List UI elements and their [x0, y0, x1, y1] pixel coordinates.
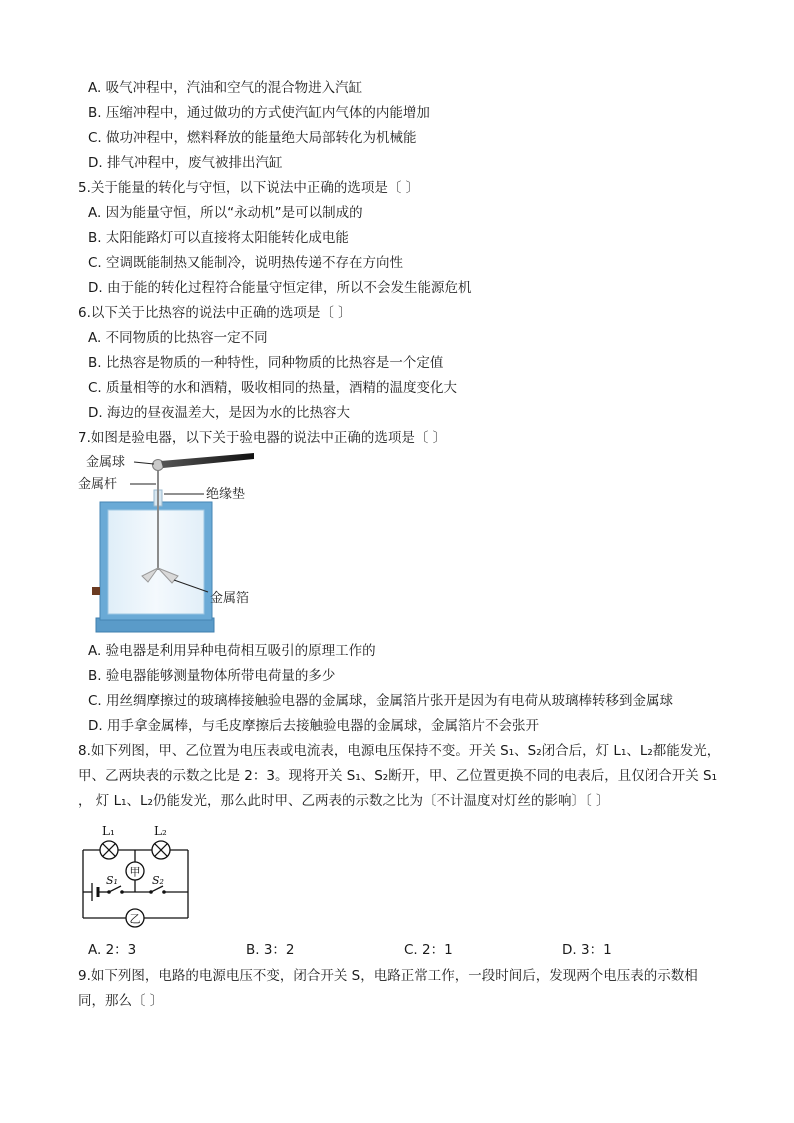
label-s1: S₁: [106, 874, 118, 887]
q5-option-c: C. 空调既能制热又能制冷，说明热传递不存在方向性: [88, 255, 404, 271]
q8-stem-line2: 甲、乙两块表的示数之比是 2：3。现将开关 S₁、S₂断开，甲、乙位置更换不同的电表后，且仅闭合开关 S₁: [78, 768, 717, 784]
label-s2: S₂: [152, 874, 164, 887]
q6-stem: 6.以下关于比热容的说法中正确的选项是〔 〕: [78, 305, 352, 321]
q8-choice-b: B. 3：2: [246, 942, 295, 958]
q4-option-d: D. 排气冲程中，废气被排出汽缸: [88, 155, 283, 171]
q5-option-b: B. 太阳能路灯可以直接将太阳能转化成电能: [88, 230, 349, 246]
lamp-l2: [152, 841, 170, 859]
electroscope-glass: [108, 510, 204, 614]
q5-stem: 5.关于能量的转化与守恒，以下说法中正确的选项是〔 〕: [78, 180, 420, 196]
q7-option-a: A. 验电器是利用异种电荷相互吸引的原理工作的: [88, 643, 376, 659]
electroscope-figure: [78, 450, 258, 638]
q5-option-d: D. 由于能的转化过程符合能量守恒定律，所以不会发生能源危机: [88, 280, 472, 296]
label-l1: L₁: [102, 824, 115, 838]
q8-stem-line1: 8.如下列图，甲、乙位置为电压表或电流表，电源电压保持不变。开关 S₁、S₂闭合后，灯 L₁、L₂都能发光，: [78, 743, 721, 759]
q7-stem: 7.如图是验电器，以下关于验电器的说法中正确的选项是〔 〕: [78, 430, 447, 446]
q8-stem-line3: ， 灯 L₁、L₂仍能发光，那么此时甲、乙两表的示数之比为〔不计温度对灯丝的影响〕〔 〕: [78, 793, 610, 809]
label-l2: L₂: [154, 824, 167, 838]
q5-option-a: A. 因为能量守恒，所以“永动机”是可以制成的: [88, 205, 363, 221]
q9-stem-line1: 9.如下列图，电路的电源电压不变，闭合开关 S，电路正常工作，一段时间后，发现两个电压表的示数相: [78, 968, 698, 984]
q8-choice-a: A. 2：3: [88, 942, 137, 958]
q4-option-c: C. 做功冲程中，燃料释放的能量绝大局部转化为机械能: [88, 130, 417, 146]
label-jia: 甲: [129, 865, 141, 879]
label-metal-foil: 金属箔: [210, 591, 250, 606]
electroscope-knob: [92, 587, 100, 595]
circuit-diagram: [78, 820, 198, 928]
q9-stem-line2: 同，那么〔 〕: [78, 993, 164, 1009]
label-metal-ball: 金属球: [86, 455, 126, 470]
q6-option-b: B. 比热容是物质的一种特性，同种物质的比热容是一个定值: [88, 355, 444, 371]
q6-option-d: D. 海边的昼夜温差大，是因为水的比热容大: [88, 405, 350, 421]
q7-option-d: D. 用手拿金属棒，与毛皮摩擦后去接触验电器的金属球，金属箔片不会张开: [88, 718, 539, 734]
q8-choice-c: C. 2：1: [404, 942, 453, 958]
q4-option-a: A. 吸气冲程中，汽油和空气的混合物进入汽缸: [88, 80, 363, 96]
lamp-l1: [100, 841, 118, 859]
q6-option-a: A. 不同物质的比热容一定不同: [88, 330, 268, 346]
q4-option-b: B. 压缩冲程中，通过做功的方式使汽缸内气体的内能增加: [88, 105, 430, 121]
touch-rod: [161, 453, 254, 468]
q8-choice-d: D. 3：1: [562, 942, 612, 958]
switch-s1: [107, 886, 124, 894]
q7-option-c: C. 用丝绸摩擦过的玻璃棒接触验电器的金属球，金属箔片张开是因为有电荷从玻璃棒转移到金属球: [88, 693, 674, 709]
switch-s2: [149, 886, 166, 894]
q6-option-c: C. 质量相等的水和酒精，吸收相同的热量，酒精的温度变化大: [88, 380, 458, 396]
label-insulating-pad: 绝缘垫: [206, 487, 246, 502]
q7-option-b: B. 验电器能够测量物体所带电荷量的多少: [88, 668, 336, 684]
label-yi: 乙: [129, 912, 141, 926]
label-metal-rod: 金属杆: [78, 477, 118, 492]
